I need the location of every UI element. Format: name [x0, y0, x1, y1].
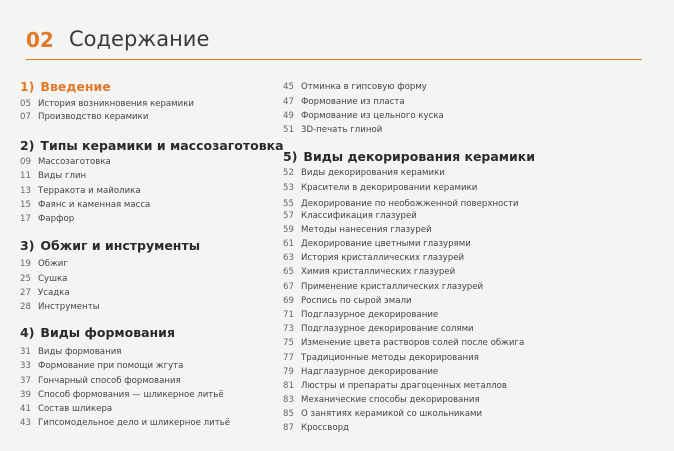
- toc-entry: [20, 214, 74, 224]
- toc-entry: [20, 186, 141, 196]
- toc-entry-title: Фарфор: [38, 214, 75, 224]
- toc-entry: [20, 200, 150, 210]
- toc-entry: [20, 361, 183, 371]
- toc-entry-title: Химия кристаллических глазурей: [301, 267, 456, 277]
- toc-page-number: 05: [20, 99, 31, 109]
- toc-entry-title: Декорирование цветными глазурями: [301, 239, 471, 249]
- header-divider: [26, 59, 642, 60]
- toc-page-number: 81: [283, 381, 294, 391]
- toc-entry-title: Классификация глазурей: [301, 211, 417, 221]
- toc-page-number: 41: [20, 404, 31, 414]
- section-number: 3): [20, 238, 35, 253]
- toc-entry: [20, 157, 111, 167]
- toc-entry-title: Надглазурное декорирование: [301, 367, 439, 377]
- toc-page-number: 09: [20, 157, 31, 167]
- toc-entry: [283, 111, 444, 121]
- toc-entry-title: Кроссворд: [301, 423, 349, 433]
- toc-page-number: 63: [283, 253, 294, 263]
- toc-entry-title: Усадка: [38, 288, 70, 298]
- toc-page-number: 15: [20, 200, 31, 210]
- section-heading-3: [20, 238, 200, 253]
- toc-page-number: 47: [283, 97, 294, 107]
- section-number: 4): [20, 325, 35, 340]
- toc-page-number: 73: [283, 324, 294, 334]
- toc-entry: [283, 353, 479, 363]
- toc-entry: [283, 267, 455, 277]
- toc-page-number: 11: [20, 171, 31, 181]
- toc-entry-title: Массозаготовка: [38, 157, 111, 167]
- toc-entry-title: Изменение цвета растворов солей после обжига: [301, 338, 525, 348]
- toc-entry-title: История возникновения керамики: [38, 99, 195, 109]
- toc-entry: [20, 259, 68, 269]
- toc-page-number: 51: [283, 125, 294, 135]
- toc-entry: [283, 199, 519, 209]
- toc-entry-title: Терракота и майолика: [38, 186, 141, 196]
- section-number: 2): [20, 138, 35, 153]
- toc-entry: [283, 168, 445, 178]
- toc-page-number: 79: [283, 367, 294, 377]
- toc-entry-title: Методы нанесения глазурей: [301, 225, 432, 235]
- toc-page-number: 67: [283, 282, 294, 292]
- toc-entry: [283, 183, 477, 193]
- toc-entry: [283, 395, 480, 405]
- toc-entry: [283, 324, 474, 334]
- toc-page-number: 55: [283, 199, 294, 209]
- toc-entry: [283, 423, 349, 433]
- section-title: Введение: [40, 79, 111, 94]
- section-number: 5): [283, 149, 298, 164]
- toc-page-number: 33: [20, 361, 31, 371]
- toc-page-number: 43: [20, 418, 31, 428]
- toc-entry: [20, 390, 224, 400]
- section-heading-5: [283, 149, 535, 164]
- toc-page-number: 85: [283, 409, 294, 419]
- toc-entry-title: 3D-печать глиной: [301, 125, 383, 135]
- toc-entry-title: Декорирование по необожженной поверхности: [301, 199, 519, 209]
- toc-entry: [283, 239, 471, 249]
- toc-page-number: 69: [283, 296, 294, 306]
- toc-entry: [20, 404, 112, 414]
- toc-entry-title: Формование при помощи жгута: [38, 361, 184, 371]
- toc-entry-title: Сушка: [38, 274, 68, 284]
- toc-entry-title: Формование из цельного куска: [301, 111, 444, 121]
- toc-entry: [20, 418, 230, 428]
- toc-entry-title: Применение кристаллических глазурей: [301, 282, 484, 292]
- toc-entry: [283, 409, 482, 419]
- toc-page-number: 53: [283, 183, 294, 193]
- toc-entry-title: Фаянс и каменная масса: [38, 200, 151, 210]
- toc-entry: [283, 310, 438, 320]
- toc-entry: [20, 99, 194, 109]
- toc-entry-title: Производство керамики: [38, 112, 149, 122]
- toc-entry: [283, 338, 524, 348]
- toc-entry: [283, 97, 405, 107]
- toc-entry-title: Виды глин: [38, 171, 87, 181]
- toc-entry-title: Традиционные методы декорирования: [301, 353, 479, 363]
- toc-entry: [20, 302, 100, 312]
- toc-entry-title: О занятиях керамикой со школьниками: [301, 409, 483, 419]
- toc-entry-title: Состав шликера: [38, 404, 113, 414]
- toc-page-number: 39: [20, 390, 31, 400]
- toc-entry-title: Виды формования: [38, 347, 122, 357]
- section-heading-2: [20, 138, 284, 153]
- toc-entry: [283, 381, 507, 391]
- toc-page-number: 19: [20, 259, 31, 269]
- toc-page-number: 52: [283, 168, 294, 178]
- toc-page-number: 77: [283, 353, 294, 363]
- toc-entry-title: Отминка в гипсовую форму: [301, 82, 427, 92]
- toc-page-number: 59: [283, 225, 294, 235]
- toc-entry: [20, 112, 148, 122]
- toc-entry-title: Механические способы декорирования: [301, 395, 480, 405]
- section-title: Виды формования: [40, 325, 175, 340]
- toc-entry-title: Подглазурное декорирование солями: [301, 324, 474, 334]
- toc-entry-title: Гипсомодельное дело и шликерное литьё: [38, 418, 231, 428]
- toc-entry: [283, 211, 417, 221]
- toc-entry-title: Формование из пласта: [301, 97, 405, 107]
- toc-entry: [283, 82, 427, 92]
- toc-page-number: 65: [283, 267, 294, 277]
- toc-entry-title: Обжиг: [38, 259, 68, 269]
- section-number: 1): [20, 79, 35, 94]
- toc-page-number: 07: [20, 112, 31, 122]
- toc-entry-title: Гончарный способ формования: [38, 376, 181, 386]
- toc-page-number: 49: [283, 111, 294, 121]
- toc-page-number: 87: [283, 423, 294, 433]
- toc-page-number: 37: [20, 376, 31, 386]
- toc-entry-title: История кристаллических глазурей: [301, 253, 465, 263]
- toc-page-number: 71: [283, 310, 294, 320]
- toc-entry: [283, 296, 412, 306]
- toc-page-number: 83: [283, 395, 294, 405]
- toc-page-number: 45: [283, 82, 294, 92]
- toc-page-number: 31: [20, 347, 31, 357]
- toc-page-number: 13: [20, 186, 31, 196]
- toc-entry: [283, 253, 464, 263]
- section-title: Обжиг и инструменты: [40, 238, 200, 253]
- section-title: Типы керамики и массозаготовка: [40, 138, 284, 153]
- toc-page-number: 25: [20, 274, 31, 284]
- toc-entry: [20, 347, 121, 357]
- section-heading-1: [20, 79, 111, 94]
- toc-entry: [20, 376, 181, 386]
- toc-entry: [283, 282, 483, 292]
- toc-entry: [283, 125, 382, 135]
- chapter-number: 02: [26, 28, 54, 52]
- page-title: Содержание: [69, 27, 210, 51]
- toc-entry: [20, 288, 70, 298]
- toc-entry-title: Красители в декорировании керамики: [301, 183, 478, 193]
- toc-entry-title: Способ формования — шликерное литьё: [38, 390, 224, 400]
- toc-entry: [20, 171, 86, 181]
- section-title: Виды декорирования керамики: [303, 149, 536, 164]
- toc-entry: [283, 367, 438, 377]
- toc-entry-title: Подглазурное декорирование: [301, 310, 439, 320]
- toc-page-number: 17: [20, 214, 31, 224]
- toc-page-number: 57: [283, 211, 294, 221]
- section-heading-4: [20, 325, 175, 340]
- toc-entry: [20, 274, 67, 284]
- toc-entry-title: Виды декорирования керамики: [301, 168, 445, 178]
- toc-page-number: 61: [283, 239, 294, 249]
- toc-page-number: 27: [20, 288, 31, 298]
- toc-entry-title: Инструменты: [38, 302, 100, 312]
- toc-page-number: 28: [20, 302, 31, 312]
- toc-entry: [283, 225, 432, 235]
- toc-page-number: 75: [283, 338, 294, 348]
- toc-entry-title: Роспись по сырой эмали: [301, 296, 412, 306]
- toc-entry-title: Люстры и препараты драгоценных металлов: [301, 381, 507, 391]
